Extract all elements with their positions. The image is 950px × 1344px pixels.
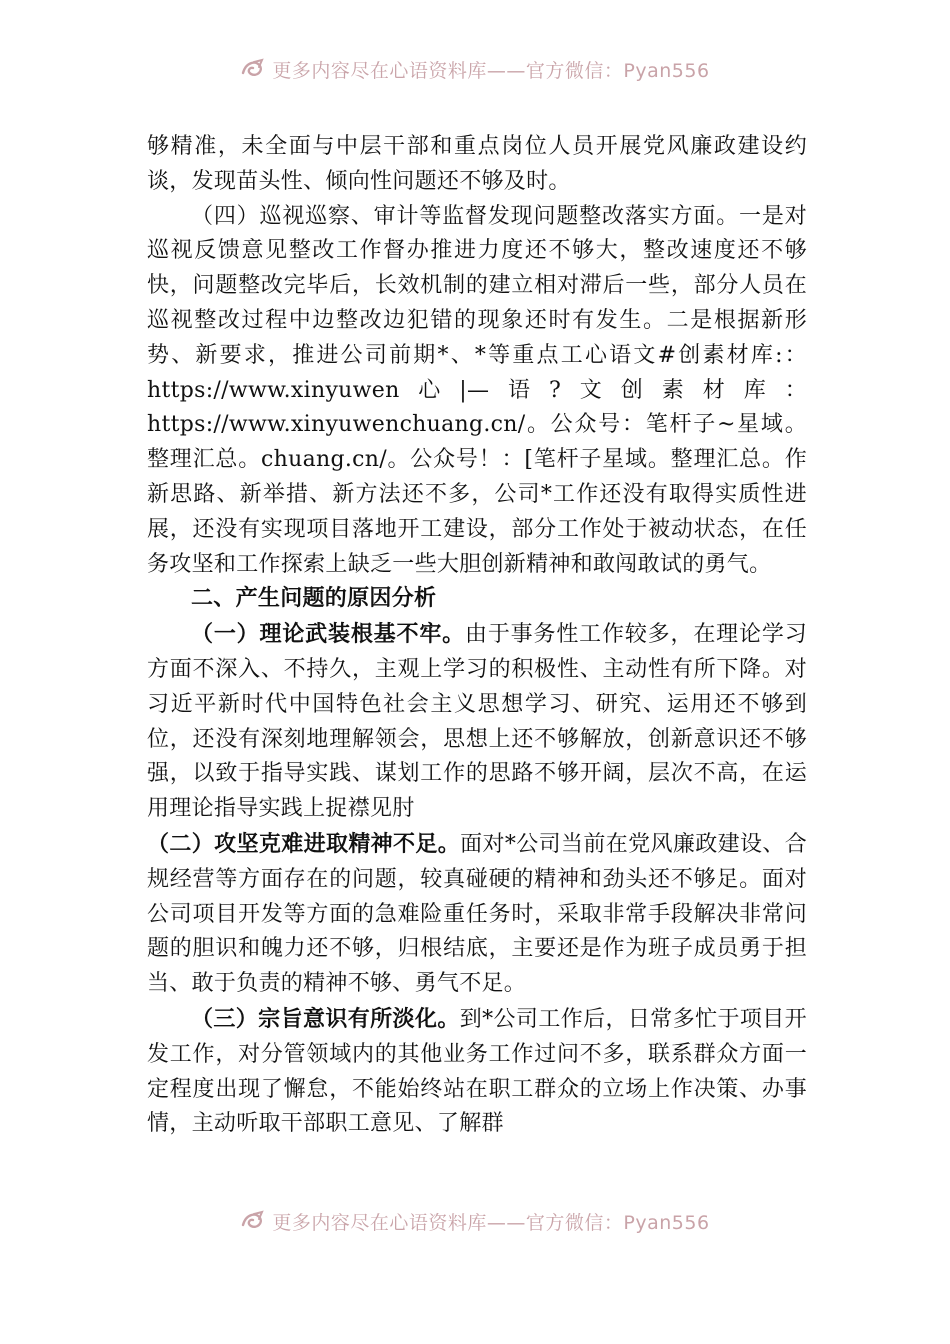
watermark-text: 更多内容尽在心语资料库——官方微信：Pyan556	[272, 59, 710, 82]
watermark-text: 更多内容尽在心语资料库——官方微信：Pyan556	[272, 1211, 710, 1234]
sub-section-2	[147, 827, 807, 1002]
sub-section-text: 到*公司工作后，日常多忙于项目开发工作，对分管领域内的其他业务工作过问不多，联系群众方面一定程度出现了懈怠，不能始终站在职工群众的立场上作决策、办事情，主动听取干部职工意见、了解群	[147, 1006, 807, 1137]
paragraph: 够精准，未全面与中层干部和重点岗位人员开展党风廉政建设约谈，发现苗头性、倾向性问题还不够及时。	[147, 134, 807, 194]
sub-section-text: 面对*公司当前在党风廉政建设、合规经营等方面存在的问题，较真碰硬的精神和劲头还不够足。面对公司项目开发等方面的急难险重任务时，采取非常手段解决非常问题的胆识和魄力还不够，归根结底，主要还是作为班子成员勇于担当、敢于负责的精神不够、勇气不足。	[147, 831, 807, 997]
swirl-logo-icon	[240, 1210, 266, 1232]
sub-section-heading: （三）宗旨意识有所淡化。	[191, 1005, 460, 1032]
document-body	[147, 130, 807, 1142]
paragraph: （四）巡视巡察、审计等监督发现问题整改落实方面。一是对巡视反馈意见整改工作督办推进力度还不够大，整改速度还不够快，问题整改完毕后，长效机制的建立相对滞后一些，部分人员在巡视整改过程中边整改边犯错的现象还时有发生。二是根据新形势、新要求，推进公司前期*、*等重点工心语文#创素材库:：https://www.xinyuwen心|—语?文创素材库：https://www.xinyuwenchuang.cn/。公众号：笔杆子~星域。整理汇总。chuang.cn/。公众号！：[笔杆子星域。整理汇总。作新思路、新举措、新方法还不多，公司*工作还没有取得实质性进展，还没有实现项目落地开工建设，部分工作处于被动状态，在任务攻坚和工作探索上缺乏一些大胆创新精神和敢闯敢试的勇气。	[147, 203, 807, 577]
sub-section-1	[147, 617, 807, 827]
swirl-logo-icon	[240, 58, 266, 80]
section-heading: 二、产生问题的原因分析	[191, 586, 437, 612]
sub-section-3	[147, 1002, 807, 1142]
sub-section-text: 由于事务性工作较多，在理论学习方面不深入、不持久，主观上学习的积极性、主动性有所下降。对习近平新时代中国特色社会主义思想学习、研究、运用还不够到位，还没有深刻地理解领会，思想上还不够解放，创新意识还不够强，以致于指导实践、谋划工作的思路不够开阔，层次不高，在运用理论指导实践上捉襟见肘	[147, 622, 807, 822]
watermark-header	[0, 56, 950, 82]
sub-section-heading: （二）攻坚克难进取精神不足。	[147, 830, 461, 857]
sub-section-heading: （一）理论武装根基不牢。	[191, 621, 466, 648]
watermark-footer	[0, 1208, 950, 1234]
